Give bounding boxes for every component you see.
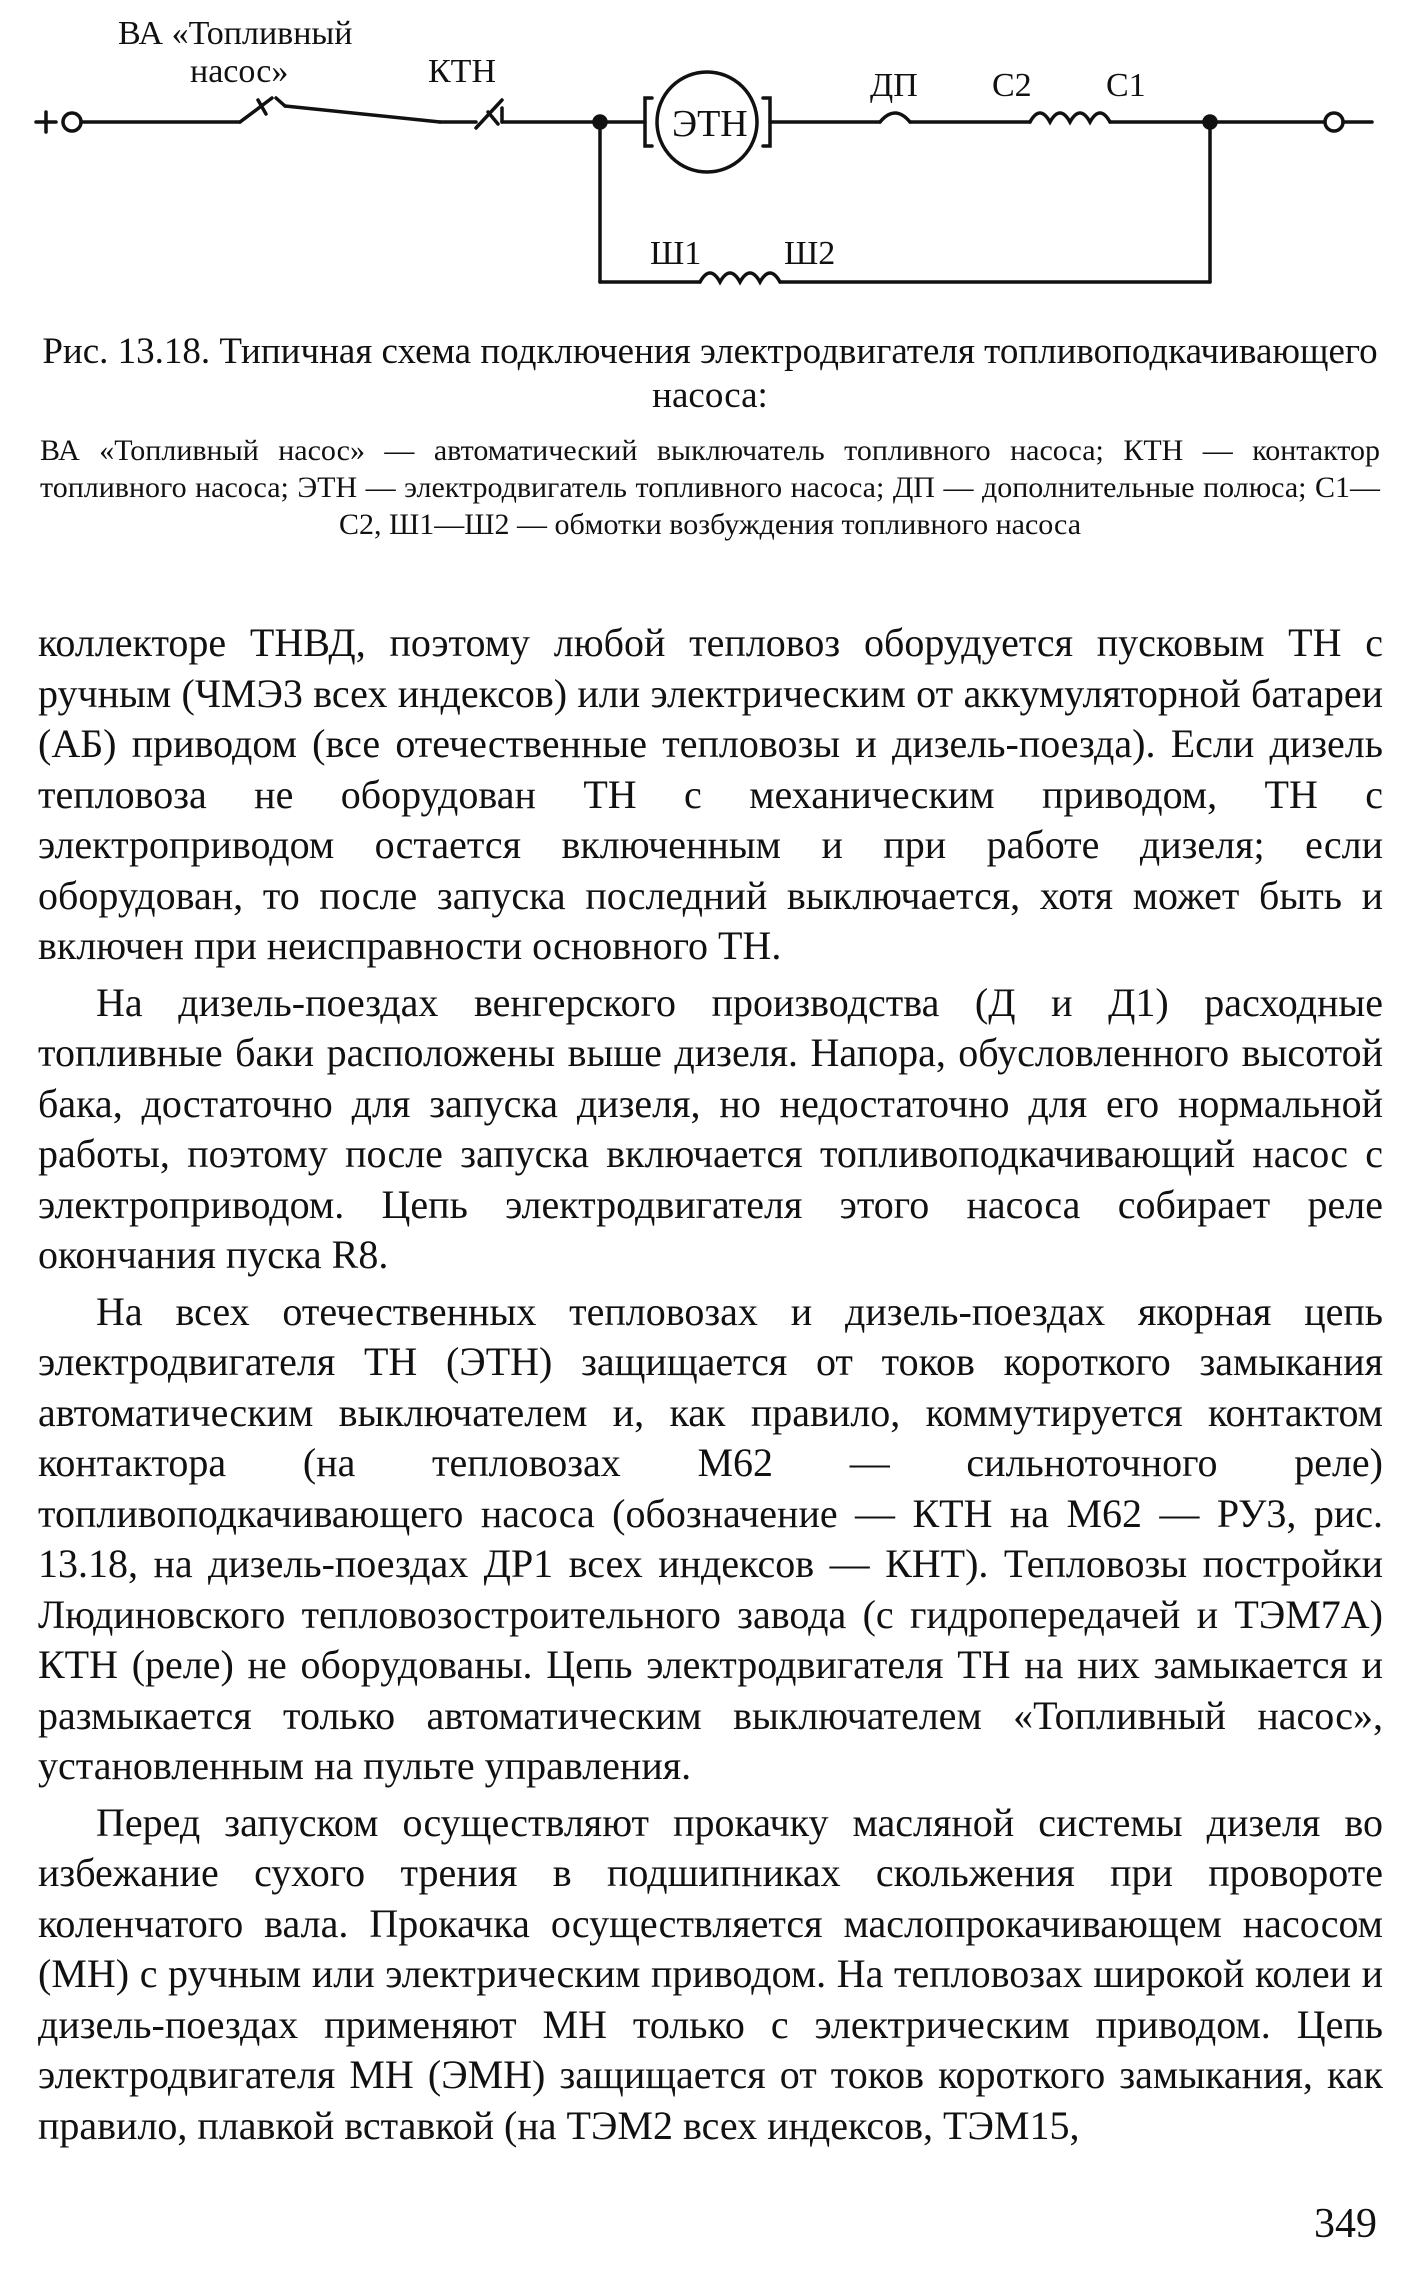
body-text (38, 618, 1383, 2157)
figure-caption-title: Рис. 13.18. Типичная схема подключения электродвигателя топливоподкачивающего насоса: (42, 331, 1378, 416)
paragraph: На дизель-поездах венгерского производства (Д и Д1) расходные топливные баки расположены выше дизеля. Напора, обусловленного высотой бака, достаточно для запуска дизеля, но недостаточно для его нормальной работы, поэтому после запуска включается топливоподкачивающий насос с электроприводом. Цепь электродвигателя этого насоса собирает реле окончания пуска R8. (38, 979, 1383, 1277)
terminal-plus-circle (63, 113, 81, 131)
breaker-ba-contact (240, 98, 272, 122)
label-ba-line2: насос» (190, 53, 289, 90)
dp-winding (880, 113, 910, 122)
terminal-minus-circle (1325, 113, 1343, 131)
paragraph: коллекторе ТНВД, поэтому любой тепловоз оборудуется пусковым ТН с ручным (ЧМЭ3 всех индексов) или электрическим от аккумуляторной батареи (АБ) приводом (все отечественные тепловозы и дизель-поезда). Если дизель тепловоза не оборудован ТН с механическим приводом, ТН с электроприводом остается включенным и при работе дизеля; если оборудован, то после запуска последний выключается, хотя может быть и включен при неисправности основного ТН. (38, 620, 1383, 968)
paragraph: Перед запуском осуществляют прокачку масляной системы дизеля во избежание сухого трения в подшипниках скольжения при провороте коленчатого вала. Прокачка осуществляется маслопрокачивающем насосом (МН) с ручным или электрическим приводом. На тепловозах широкой колеи и дизель-поездах применяют МН только с электрическим приводом. Цепь электродвигателя МН (ЭМН) защищается от токов короткого замыкания, как правило, плавкой вставкой (на ТЭМ2 всех индексов, ТЭМ15, (38, 1799, 1383, 2148)
paragraph: На всех отечественных тепловозах и дизель-поездах якорная цепь электродвигателя ТН (ЭТН) защищается от токов короткого замыкания автоматическим выключателем и, как правило, коммутируется контактом контактора (на тепловозах М62 — сильноточного реле) топливоподкачивающего насоса (обозначение — КТН на М62 — РУ3, рис. 13.18, на дизель-поездах ДР1 всех индексов — КНТ). Тепловозы постройки Людиновского тепловозостроительного завода (с гидропередачей и ТЭМ7А) КТН (реле) не оборудованы. Цепь электродвигателя ТН на них замыкается и размыкается только автоматическим выключателем «Топливный насос», установленным на пульте управления. (38, 1288, 1383, 1788)
circuit-diagram (0, 0, 1417, 310)
page-number: 349 (1314, 2201, 1377, 2247)
label-c1: С1 (1106, 67, 1146, 104)
figure-caption-legend: ВА «Топливный насос» — автоматический выключатель топливного насоса; КТН — контактор топливного насоса; ЭТН — электродвигатель топливного насоса; ДП — дополнительные полюса; С1—С2, Ш1—Ш2 — обмотки возбуждения топливного насоса (40, 434, 1380, 541)
label-c2: С2 (992, 67, 1032, 104)
shunt-winding (700, 273, 780, 282)
label-ktn: КТН (428, 53, 496, 90)
label-etn: ЭТН (672, 103, 748, 145)
series-winding (1030, 113, 1110, 122)
label-sh1: Ш1 (650, 235, 702, 272)
label-ba-line1: ВА «Топливный (118, 15, 353, 52)
label-sh2: Ш2 (784, 235, 836, 272)
label-dp: ДП (870, 67, 918, 104)
